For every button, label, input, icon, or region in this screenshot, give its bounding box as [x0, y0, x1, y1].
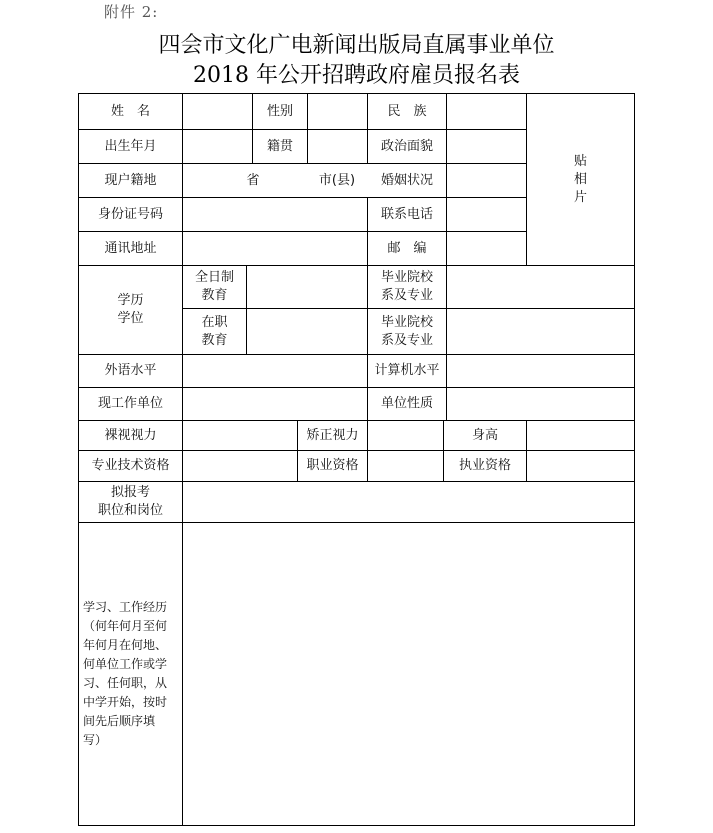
label-education-degree: 学历 学位: [117, 293, 144, 326]
label-fulltime-education: 全日制 教育: [194, 270, 234, 303]
col-divider: [246, 265, 247, 354]
label-current-employer: 现工作单位: [97, 396, 163, 411]
table-border-right: [634, 93, 635, 826]
postcode-field[interactable]: [447, 232, 526, 265]
label-name: 姓 名: [110, 103, 150, 119]
label-address: 通讯地址: [104, 240, 157, 256]
col-divider: [367, 420, 368, 481]
label-phone: 联系电话: [380, 206, 433, 222]
name-field[interactable]: [183, 94, 252, 129]
label-height: 身高: [471, 427, 498, 443]
label-naked-vision: 裸视视力: [104, 427, 157, 443]
label-marital-status: 婚姻状况: [380, 172, 433, 188]
label-province: 省: [246, 172, 260, 188]
label-computer-level: 计算机水平: [374, 363, 440, 378]
label-apply-position: 拟报考 职位和岗位: [97, 485, 163, 518]
col-divider: [526, 420, 527, 481]
label-vocational-qualification: 职业资格: [306, 458, 359, 473]
form-title-line1: 四会市文化广电新闻出版局直属事业单位: [158, 33, 555, 58]
label-school-major-1: 毕业院校 系及专业: [380, 270, 433, 303]
label-political-status: 政治面貌: [380, 138, 433, 154]
label-birth-date: 出生年月: [104, 138, 157, 154]
address-field[interactable]: [183, 232, 367, 265]
attachment-label: 附件 2:: [104, 3, 159, 21]
label-postcode: 邮 编: [387, 240, 427, 256]
gender-field[interactable]: [308, 94, 367, 129]
label-unit-nature: 单位性质: [380, 396, 433, 411]
label-practice-qualification: 执业资格: [458, 458, 511, 473]
label-foreign-language: 外语水平: [104, 363, 157, 378]
table-border-bottom: [78, 825, 635, 826]
phone-field[interactable]: [447, 198, 526, 231]
label-id-number: 身份证号码: [97, 206, 163, 222]
label-inservice-education: 在职 教育: [201, 314, 228, 348]
col-divider: [446, 265, 447, 420]
label-city-county: 市(县): [318, 172, 356, 188]
political-status-field[interactable]: [447, 130, 526, 163]
label-school-major-2: 毕业院校 系及专业: [380, 314, 433, 348]
study-work-history-field[interactable]: [183, 523, 634, 825]
birth-date-field[interactable]: [183, 130, 252, 163]
native-place-field[interactable]: [308, 130, 367, 163]
label-ethnicity: 民 族: [387, 103, 427, 119]
label-household-registration: 现户籍地: [104, 172, 157, 188]
label-study-work-history: 学习、工作经历 （何年何月至何 年何月在何地、 何单位工作或学 习、任何职，从 中学开始，按时 间先后顺序填 写）: [83, 600, 168, 747]
id-number-field[interactable]: [183, 198, 367, 231]
label-corrected-vision: 矫正视力: [306, 427, 359, 443]
form-title-line2: 2018 年公开招聘政府雇员报名表: [193, 63, 520, 88]
label-gender: 性别: [266, 103, 293, 119]
marital-status-field[interactable]: [447, 164, 526, 197]
label-technical-qualification: 专业技术资格: [91, 458, 170, 473]
ethnicity-field[interactable]: [447, 94, 526, 129]
photo-placeholder: 贴 相 片: [573, 153, 587, 205]
label-native-place: 籍贯: [266, 138, 293, 154]
